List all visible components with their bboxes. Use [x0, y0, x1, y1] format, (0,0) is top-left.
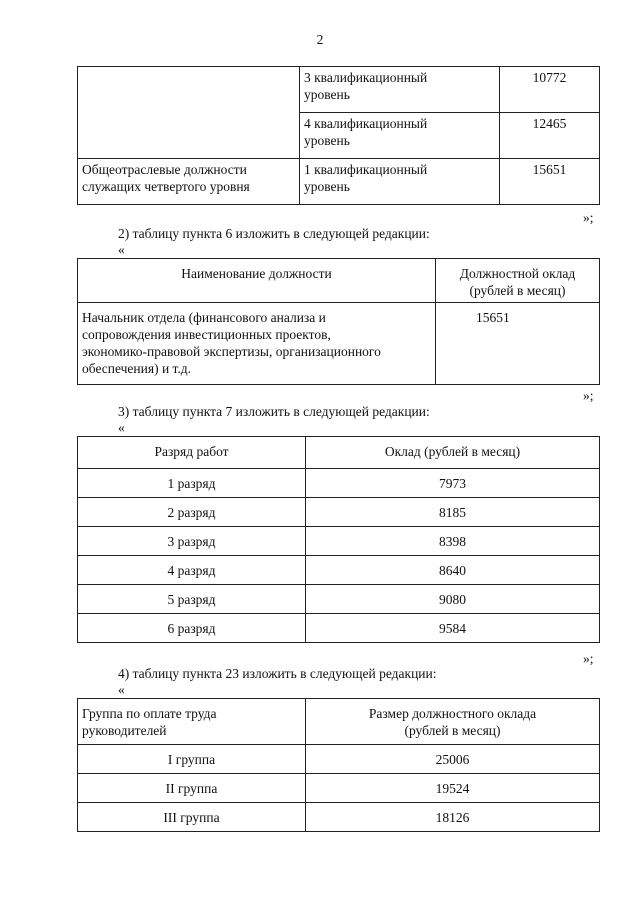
table-row: [78, 774, 600, 803]
table-cell-position: Начальник отдела (финансового анализа и сопровождения инвестиционных проектов, экономико-правовой экспертизы, организационного обеспечения) и т.д.: [78, 303, 436, 385]
page-number: 2: [316, 32, 324, 47]
closing-quote: »;: [583, 210, 594, 225]
table-cell-level: 4 квалификационный уровень: [300, 113, 500, 159]
table-row: [78, 745, 600, 774]
table-header-salary: Размер должностного оклада (рублей в месяц): [306, 699, 600, 745]
table-cell-group: I группа: [78, 745, 306, 774]
table-header-salary: Должностной оклад (рублей в месяц): [436, 259, 600, 303]
table-cell-value: 15651: [500, 159, 600, 205]
table-cell-value: 8185: [306, 498, 600, 527]
table-header-grade: Разряд работ: [78, 437, 306, 469]
table-cell-value: 12465: [500, 113, 600, 159]
table-header-salary: Оклад (рублей в месяц): [306, 437, 600, 469]
table-row: [78, 803, 600, 832]
instruction-item-3: 3) таблицу пункта 7 изложить в следующей редакции:: [118, 404, 430, 419]
table-cell-grade: 5 разряд: [78, 585, 306, 614]
table-cell-grade: 4 разряд: [78, 556, 306, 585]
table-cell-value: 25006: [306, 745, 600, 774]
table-cell-grade: 3 разряд: [78, 527, 306, 556]
table-cell-value: 7973: [306, 469, 600, 498]
table-cell-value: 8640: [306, 556, 600, 585]
table-row: [78, 585, 600, 614]
position-table: [77, 258, 600, 385]
table-cell-level: 1 квалификационный уровень: [300, 159, 500, 205]
table-row: [78, 469, 600, 498]
table-header-group: Группа по оплате труда руководителей: [78, 699, 306, 745]
table-cell-position: Общеотраслевые должности служащих четвертого уровня: [78, 159, 300, 205]
opening-quote: «: [118, 420, 125, 435]
table-cell-grade: 1 разряд: [78, 469, 306, 498]
table-row: [78, 527, 600, 556]
table-cell-value: 19524: [306, 774, 600, 803]
table-cell-group: III группа: [78, 803, 306, 832]
table-cell-value: 9584: [306, 614, 600, 643]
table-cell-empty: [78, 67, 300, 159]
table-cell-value: 10772: [500, 67, 600, 113]
opening-quote: «: [118, 242, 125, 257]
group-table: [77, 698, 600, 832]
table-header-position: Наименование должности: [78, 259, 436, 303]
instruction-item-4: 4) таблицу пункта 23 изложить в следующей редакции:: [118, 666, 437, 681]
table-cell-grade: 6 разряд: [78, 614, 306, 643]
table-cell-grade: 2 разряд: [78, 498, 306, 527]
closing-quote: »;: [583, 388, 594, 403]
table-cell-level: 3 квалификационный уровень: [300, 67, 500, 113]
table-cell-value: 15651: [436, 303, 600, 385]
table-cell-value: 9080: [306, 585, 600, 614]
qualification-table: [77, 66, 600, 205]
table-row: [78, 498, 600, 527]
instruction-item-2: 2) таблицу пункта 6 изложить в следующей редакции:: [118, 226, 430, 241]
table-row: [78, 556, 600, 585]
table-row: [78, 614, 600, 643]
opening-quote: «: [118, 682, 125, 697]
table-cell-value: 8398: [306, 527, 600, 556]
table-cell-value: 18126: [306, 803, 600, 832]
closing-quote: »;: [583, 651, 594, 666]
table-cell-group: II группа: [78, 774, 306, 803]
grade-table: [77, 436, 600, 643]
